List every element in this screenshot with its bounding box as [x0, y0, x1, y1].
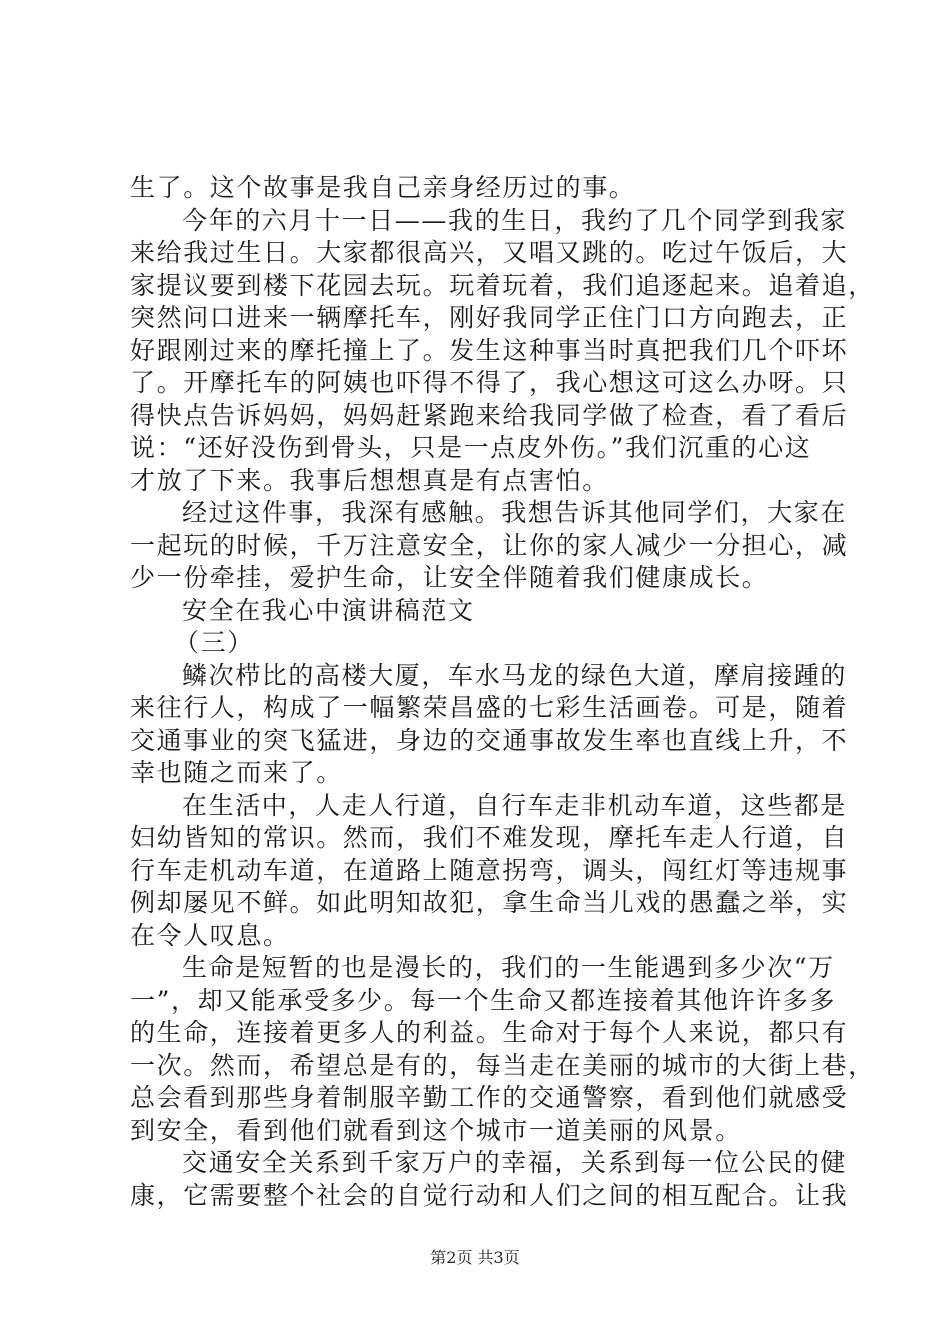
text-line: 幸也随之而来了。 — [130, 758, 343, 787]
text-line: 来往行人，构成了一幅繁荣昌盛的七彩生活画卷。可是，随着 — [130, 693, 849, 722]
text-line: 在令人叹息。 — [130, 920, 290, 950]
text-line: 家提议要到楼下花园去玩。玩着玩着，我们追逐起来。追着追， — [130, 270, 875, 300]
text-line: 交通事业的突飞猛进，身边的交通事故发生率也直线上升，不 — [130, 725, 849, 755]
text-line: 一”，却又能承受多少。每一个生命又都连接着其他许许多多 — [130, 985, 836, 1015]
text-line: 生命是短暂的也是漫长的，我们的一生能遇到多少次“万 — [182, 953, 835, 982]
text-line: 的生命，连接着更多人的利益。生命对于每个人来说，都只有 — [130, 1018, 849, 1047]
text-line: 行车走机动车道，在道路上随意拐弯，调头，闯红灯等违规事 — [130, 855, 849, 885]
text-line: 在生活中，人走人行道，自行车走非机动车道，这些都是 — [182, 790, 848, 820]
text-line: 一次。然而，希望总是有的，每当走在美丽的城市的大街上巷， — [130, 1050, 875, 1080]
text-line: 交通安全关系到千家万户的幸福，关系到每一位公民的健 — [182, 1148, 848, 1177]
text-line: 例却屡见不鲜。如此明知故犯，拿生命当儿戏的愚蠢之举，实 — [130, 888, 849, 917]
text-line: 了。开摩托车的阿姨也吓得不得了，我心想这可这么办呀。只 — [130, 368, 849, 397]
text-line: 经过这件事，我深有感触。我想告诉其他同学们，大家在 — [182, 498, 848, 527]
text-line: 来给我过生日。大家都很高兴，又唱又跳的。吃过午饭后，大 — [130, 238, 849, 267]
text-line: 才放了下来。我事后想想真是有点害怕。 — [130, 465, 609, 495]
text-line: 生了。这个故事是我自己亲身经历过的事。 — [130, 173, 636, 202]
text-line: 到安全，看到他们就看到这个城市一道美丽的风景。 — [130, 1115, 742, 1145]
page-footer: 第2页 共3页 — [430, 1248, 520, 1267]
text-line: 说：“还好没伤到骨头，只是一点皮外伤。”我们沉重的心这 — [130, 433, 812, 462]
text-line: 少一份牵挂，爱护生命，让安全伴随着我们健康成长。 — [130, 563, 769, 592]
text-line: 安全在我心中演讲稿范文 — [182, 595, 475, 625]
text-line: 突然问口进来一辆摩托车，刚好我同学正住门口方向跑去，正 — [130, 303, 849, 332]
text-line: 得快点告诉妈妈，妈妈赶紧跑来给我同学做了检查，看了看后 — [130, 400, 849, 430]
text-line: 总会看到那些身着制服辛勤工作的交通警察，看到他们就感受 — [130, 1083, 849, 1112]
document-body — [130, 172, 875, 1212]
text-line: 鳞次栉比的高楼大厦，车水马龙的绿色大道，摩肩接踵的 — [182, 660, 848, 690]
text-line: 今年的六月十一日——我的生日，我约了几个同学到我家 — [182, 205, 848, 235]
text-line: 康，它需要整个社会的自觉行动和人们之间的相互配合。让我 — [130, 1180, 849, 1210]
text-line: 好跟刚过来的摩托撞上了。发生这种事当时真把我们几个吓坏 — [130, 335, 849, 365]
text-line: 一起玩的时候，千万注意安全，让你的家人减少一分担心，减 — [130, 530, 849, 560]
text-line: 妇幼皆知的常识。然而，我们不难发现，摩托车走人行道，自 — [130, 823, 849, 852]
text-line: （三） — [174, 628, 254, 657]
